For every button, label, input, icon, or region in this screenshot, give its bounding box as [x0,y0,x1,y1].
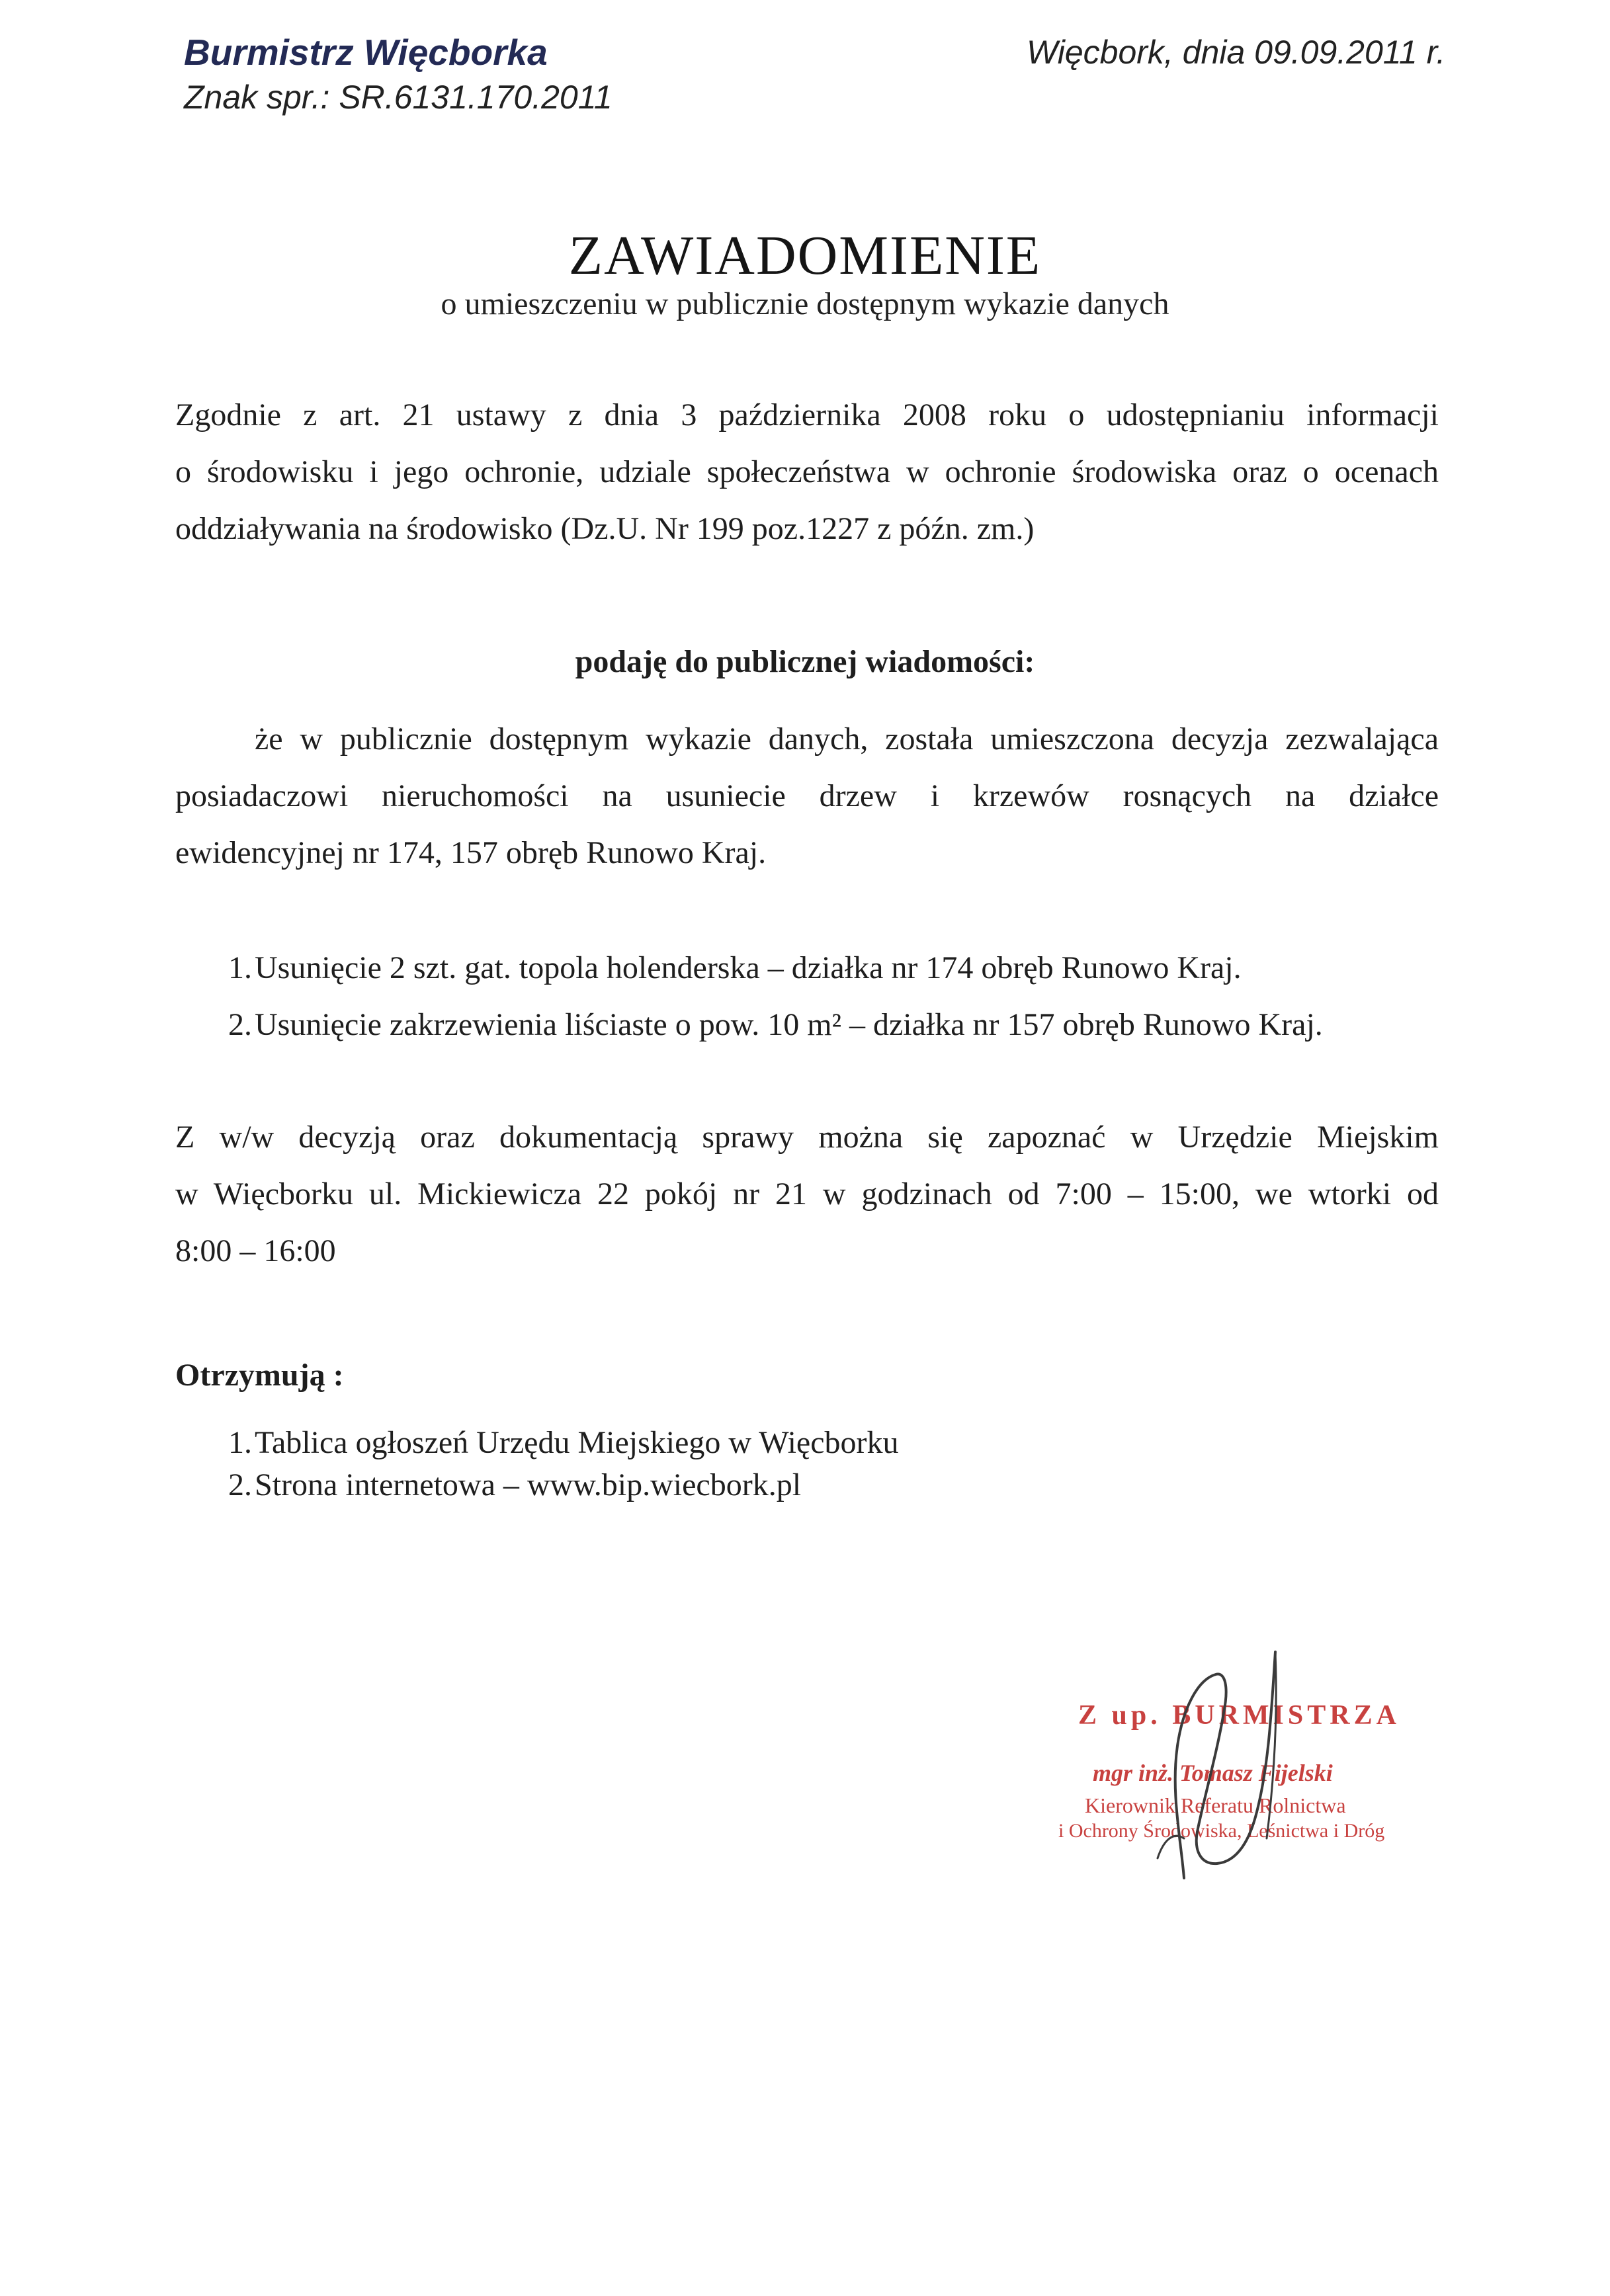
recipient-num: 1. [228,1425,252,1460]
intro-line-3: oddziaływania na środowisko (Dz.U. Nr 199 poz.1227 z późn. zm.) [175,511,1035,546]
place-date: Więcbork, dnia 09.09.2011 r. [1027,34,1446,71]
decision-line-2: posiadaczowi nieruchomości na usuniecie drzew i krzewów rosnących na działce [175,778,1439,813]
signature-icon [1058,1640,1429,1918]
decision-line-3: ewidencyjnej nr 174, 157 obręb Runowo Kraj. [175,835,767,870]
official-stamp [1058,1640,1429,1918]
info-line-1: Z w/w decyzją oraz dokumentacją sprawy można się zapoznać w Urzędzie Miejskim [175,1120,1439,1155]
info-line-2: w Więcborku ul. Mickiewicza 22 pokój nr 21 w godzinach od 7:00 – 15:00, we wtorki od [175,1176,1439,1211]
stamp-line-4: i Ochrony Środowiska, Leśnictwa i Dróg [1058,1820,1385,1842]
intro-line-2: o środowisku i jego ochronie, udziale społeczeństwa w ochronie środowiska oraz o ocenach [175,454,1439,489]
stamp-line-2: mgr inż. Tomasz Fijelski [1093,1760,1333,1786]
list-item: Usunięcie zakrzewienia liściaste o pow. 10 m² – działka nr 157 obręb Runowo Kraj. [255,1007,1323,1042]
authority-name: Burmistrz Więcborka [184,32,548,73]
recipient-num: 2. [228,1467,252,1502]
reference-number: Znak spr.: SR.6131.170.2011 [184,79,613,116]
stamp-line-1: Z up. BURMISTRZA [1078,1700,1400,1731]
document-subtitle: o umieszczeniu w publicznie dostępnym wykazie danych [441,286,1169,321]
decision-line-1: że w publicznie dostępnym wykazie danych, została umieszczona decyzja zezwalająca [255,721,1439,757]
stamp-line-3: Kierownik Referatu Rolnictwa [1085,1793,1346,1817]
list-item-num: 1. [228,950,252,985]
intro-line-1: Zgodnie z art. 21 ustawy z dnia 3 października 2008 roku o udostępnianiu informacji [175,397,1439,432]
recipients-heading: Otrzymują : [175,1358,344,1393]
recipient-item: Tablica ogłoszeń Urzędu Miejskiego w Więcborku [255,1425,899,1460]
info-line-3: 8:00 – 16:00 [175,1233,336,1268]
header-left [184,30,613,120]
list-item-num: 2. [228,1007,252,1042]
list-item: Usunięcie 2 szt. gat. topola holenderska – działka nr 174 obręb Runowo Kraj. [255,950,1242,985]
document-title: ZAWIADOMIENIE [568,225,1042,286]
recipient-item: Strona internetowa – www.bip.wiecbork.pl [255,1467,802,1502]
announcement: podaję do publicznej wiadomości: [575,644,1035,679]
